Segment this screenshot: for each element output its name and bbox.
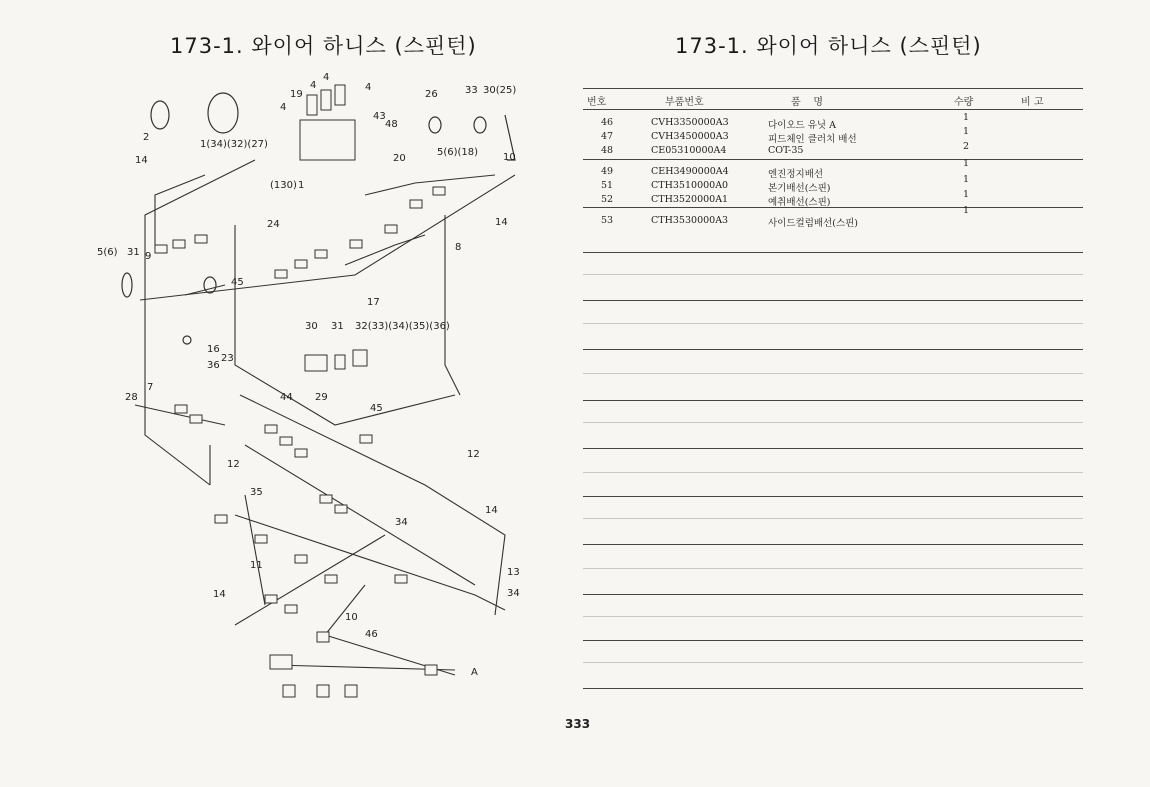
callout: 34 — [395, 517, 408, 528]
callout: 11 — [250, 560, 263, 571]
row-quantity: 1 — [962, 205, 970, 216]
header-qty: 수량 — [954, 97, 974, 108]
row-number: 47 — [600, 131, 614, 142]
callout: 13 — [507, 567, 520, 578]
row-part-name: 엔진정지배선 — [768, 169, 824, 180]
row-part-number: CVH3350000A3 — [651, 117, 729, 128]
callout: 5(6) — [97, 247, 118, 258]
callout: 14 — [213, 589, 226, 600]
callout: 1(34)(32)(27) — [200, 139, 268, 150]
callout: 31 — [331, 321, 344, 332]
callout: 4 — [323, 72, 330, 83]
callout: 4 — [310, 80, 317, 91]
callout: 24 — [267, 219, 280, 230]
callout: 10 — [503, 152, 516, 163]
row-part-name: COT-35 — [768, 145, 804, 156]
callout: 36 — [207, 360, 220, 371]
callout: 23 — [221, 353, 234, 364]
callout: 48 — [385, 119, 398, 130]
row-quantity: 1 — [962, 174, 970, 185]
page-title-left: 173-1. 와이어 하니스 (스핀턴) — [170, 34, 477, 58]
row-part-number: CVH3450000A3 — [651, 131, 729, 142]
row-quantity: 1 — [962, 189, 970, 200]
callout: 8 — [455, 242, 462, 253]
row-number: 46 — [600, 117, 614, 128]
callout: 26 — [425, 89, 438, 100]
row-part-name: 피드체인 클러치 배선 — [768, 134, 857, 145]
callout: 10 — [345, 612, 358, 623]
callout: A — [471, 667, 478, 678]
row-quantity: 1 — [962, 126, 970, 137]
diagram-callouts — [97, 72, 520, 678]
callout: 9 — [145, 251, 152, 262]
callout: 4 — [280, 102, 287, 113]
callout: 29 — [315, 392, 328, 403]
callout: 34 — [507, 588, 520, 599]
wire-harness-diagram — [95, 65, 535, 700]
page-title-right: 173-1. 와이어 하니스 (스핀턴) — [675, 34, 982, 58]
callout: 30 — [305, 321, 318, 332]
callout: 35 — [250, 487, 263, 498]
row-number: 48 — [600, 145, 614, 156]
callout: 1 — [298, 180, 305, 191]
row-quantity: 1 — [962, 158, 970, 169]
row-number: 52 — [600, 194, 614, 205]
header-name: 품 명 — [791, 97, 824, 108]
callout: 46 — [365, 629, 378, 640]
row-number: 49 — [600, 166, 614, 177]
row-part-number: CTH3510000A0 — [651, 180, 729, 191]
callout: 44 — [280, 392, 293, 403]
callout: 45 — [370, 403, 383, 414]
row-part-name: 다이오드 유닛 A — [768, 120, 836, 131]
header-part-no: 부품번호 — [665, 97, 704, 108]
row-quantity: 2 — [962, 141, 970, 152]
callout: 19 — [290, 89, 303, 100]
callout: 28 — [125, 392, 138, 403]
callout: 12 — [467, 449, 480, 460]
row-quantity: 1 — [962, 112, 970, 123]
row-part-name: 사이드컬럼배선(스핀) — [768, 218, 859, 229]
callout: 5(6)(18) — [437, 147, 479, 158]
callout: 14 — [135, 155, 148, 166]
callout: 30(25) — [483, 85, 517, 96]
callout: 14 — [485, 505, 498, 516]
callout: 2 — [143, 132, 150, 143]
header-note: 비 고 — [1021, 97, 1044, 108]
row-number: 51 — [600, 180, 614, 191]
callout: 32(33)(34)(35)(36) — [355, 321, 450, 332]
callout: 17 — [367, 297, 380, 308]
callout: 4 — [365, 82, 372, 93]
callout: (130) — [270, 180, 297, 191]
row-part-number: CEH3490000A4 — [651, 166, 729, 177]
row-part-name: 예취배선(스핀) — [768, 197, 831, 208]
callout: 31 — [127, 247, 140, 258]
row-number: 53 — [600, 215, 614, 226]
callout: 12 — [227, 459, 240, 470]
callout: 16 — [207, 344, 220, 355]
row-part-number: CTH3520000A1 — [651, 194, 729, 205]
callout: 20 — [393, 153, 406, 164]
callout: 43 — [373, 111, 386, 122]
callout: 45 — [231, 277, 244, 288]
page-number: 333 — [565, 717, 591, 731]
callout: 14 — [495, 217, 508, 228]
callout: 7 — [147, 382, 154, 393]
callout: 33 — [465, 85, 478, 96]
row-part-number: CE05310000A4 — [651, 145, 727, 156]
header-no: 번호 — [587, 97, 607, 108]
row-part-name: 본기배선(스핀) — [768, 183, 831, 194]
row-part-number: CTH3530000A3 — [651, 215, 729, 226]
